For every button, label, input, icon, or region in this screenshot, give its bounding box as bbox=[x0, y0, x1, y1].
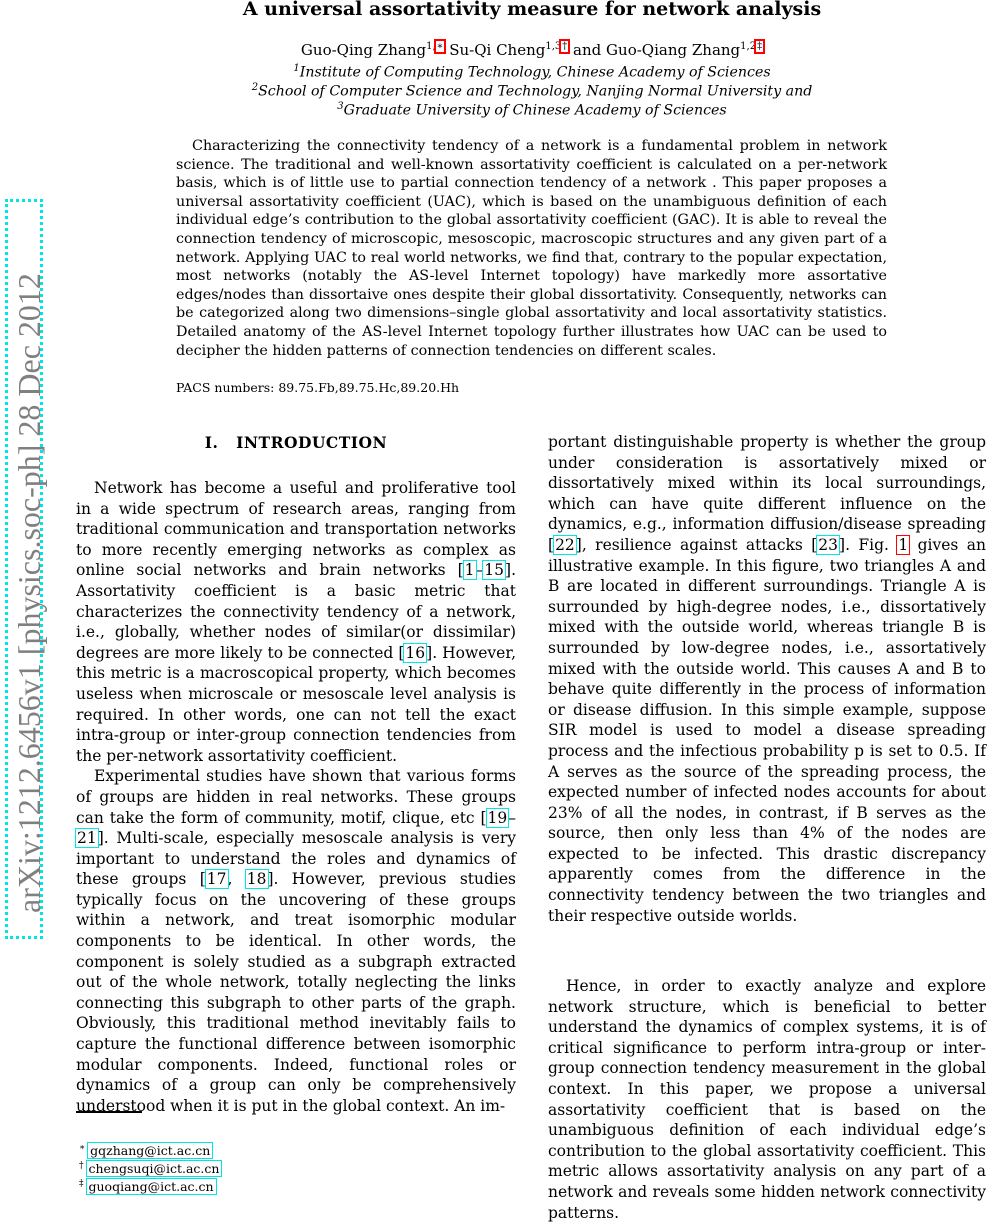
author-list bbox=[0, 41, 987, 59]
affiliation-text: Graduate University of Chinese Academy of Sciences bbox=[343, 102, 727, 119]
affiliation-sup: 2 bbox=[251, 82, 259, 93]
author-affil-sup: 1,3 bbox=[545, 41, 562, 52]
citation-link[interactable]: 17 bbox=[206, 870, 227, 889]
arxiv-identifier: arXiv:1212.6456v1 [physics.soc-ph] 28 Dec 2012 bbox=[11, 273, 47, 913]
paragraph bbox=[76, 478, 516, 766]
citation-link[interactable]: 22 bbox=[555, 535, 575, 554]
text-run: ]. However, this metric is a macroscopical property, which becomes useless when microscale or mesoscale level analysis is required. In other words, one can not tell the exact intra-group or inter-group connection tendencies from the per-network assortativity coefficient. bbox=[76, 643, 516, 765]
text-run: Experimental studies have shown that various forms of groups are hidden in real networks. These groups can take the form of community, motif, clique, etc [ bbox=[76, 767, 516, 827]
affiliation-text: School of Computer Science and Technology, Nanjing Normal University and bbox=[258, 83, 813, 100]
footnote-mark: ‡ bbox=[79, 1179, 84, 1189]
author-name: Guo-Qing Zhang bbox=[300, 41, 427, 59]
paragraph: Hence, in order to exactly analyze and explore network structure, which is beneficial to better understand the dynamics of complex systems, it is of critical significance to perform intra-group or inter-group connection tendency measurement in the global context. In this paper, we propose a universal assortativity coefficient that is based on the unambiguous definition of each individual edge’s contribution to the global assortativity coefficient. This metric allows assortativity analysis on any part of a network and reveals some hidden network connectivity patterns. bbox=[548, 977, 986, 1222]
author-affil-sup: 1, bbox=[426, 41, 436, 52]
footnote bbox=[79, 1143, 212, 1158]
text-run: ], resilience against attacks [ bbox=[575, 535, 818, 554]
citation-link[interactable]: 15 bbox=[484, 561, 505, 580]
footnote-mark: † bbox=[79, 1161, 84, 1171]
text-run: – bbox=[475, 561, 484, 580]
text-run: ]. Multi-scale, especially mesoscale analysis is very important to understand the roles and dynamics of these groups [ bbox=[76, 829, 516, 889]
email-link[interactable]: gqzhang@ict.ac.cn bbox=[90, 1143, 211, 1159]
author-affil-sup: 1,2 bbox=[740, 41, 757, 52]
figure-link[interactable]: 1 bbox=[898, 535, 909, 554]
affiliation-sup: 1 bbox=[293, 63, 300, 74]
footnote-mark: ∗ bbox=[79, 1143, 86, 1153]
text-run: , bbox=[227, 870, 246, 889]
citation-link[interactable]: 16 bbox=[405, 643, 426, 662]
footnote-link[interactable]: ‡ bbox=[757, 41, 763, 52]
text-run: portant distinguishable property is whether the group under consideration is assortatively mixed or dissortatively mixed within its local surroundings, which can have quite different influence on the dynamics, e.g., information diffusion/disease spreading [ bbox=[548, 433, 986, 554]
right-column-continued bbox=[548, 976, 986, 1223]
left-column bbox=[76, 478, 516, 1116]
author-name: Su-Qi Cheng bbox=[449, 41, 546, 59]
text-run: gives an illustrative example. In this figure, two triangles A and B are located in different surroundings. Triangle A is surrounded by high-degree nodes, i.e., dissortatively mixed with the outside world, whereas triangle B is surrounded by low-degree nodes, i.e., assortatively mixed with the outside world. This causes A and B to behave quite differently in the process of information or disease diffusion. In this simple example, suppose SIR model is used to model a disease spreading process and the infectious probability p is set to 0.5. If A serves as the source of the spreading process, the expected number of infected nodes accounts for about 23% of all the nodes, in contrast, if B serves as the source, then only less than 4% of the nodes are expected to be infected. This drastic discrepancy apparently comes from the difference in the connectivity tendency between the two triangles and their respective outside worlds. bbox=[548, 535, 987, 925]
affiliation bbox=[0, 63, 987, 81]
paragraph bbox=[76, 766, 516, 1116]
text-run: ]. Assortativity coefficient is a basic metric that characterizes the connectivity tendency of a network, i.e., globally, whether nodes of similar(or dissimilar) degrees are more likely to be connected [ bbox=[76, 561, 516, 662]
arxiv-sidebar bbox=[0, 0, 50, 1200]
and-word: and bbox=[573, 41, 602, 59]
section-number: I. bbox=[204, 433, 219, 452]
citation-link[interactable]: 23 bbox=[818, 535, 839, 554]
footnote-link[interactable]: ∗ bbox=[436, 41, 444, 52]
affiliation bbox=[0, 101, 987, 119]
paragraph bbox=[548, 432, 986, 926]
footnote-rule bbox=[76, 1111, 142, 1113]
text-run: ]. Fig. bbox=[839, 535, 898, 554]
email-link[interactable]: guoqiang@ict.ac.cn bbox=[88, 1179, 214, 1195]
affiliation-text: Institute of Computing Technology, Chinese Academy of Sciences bbox=[299, 64, 771, 81]
author-name: Guo-Qiang Zhang bbox=[606, 41, 741, 59]
footnote bbox=[79, 1179, 216, 1194]
right-column bbox=[548, 432, 986, 926]
affiliation-sup: 3 bbox=[337, 101, 344, 112]
abstract: Characterizing the connectivity tendency of a network is a fundamental problem in network science. The traditional and well-known assortativity coefficient is calculated on a per-network basis, which is of little use to partial connection tendency of a network . This paper proposes a universal assortativity coefficient (UAC), which is based on the unambiguous definition of each individual edge’s contribution to the global assortativity coefficient (GAC). It is able to reveal the connection tendency of microscopic, mesoscopic, macroscopic structures and any given part of a network. Applying UAC to real world networks, we find that, contrary to the popular expectation, most networks (notably the AS-level Internet topology) have markedly more assortative edges/nodes than dissortaive ones despite their global dissortativity. Consequently, networks can be categorized along two dimensions–single global assortativity and local assortativity statistics. Detailed anatomy of the AS-level Internet topology further illustrates how UAC can be used to decipher the hidden patterns of connection tendencies on different scales. bbox=[176, 138, 887, 359]
section-title: INTRODUCTION bbox=[236, 433, 388, 452]
section-heading bbox=[76, 433, 516, 452]
footnote bbox=[79, 1161, 221, 1176]
citation-link[interactable]: 18 bbox=[246, 870, 267, 889]
text-run: Network has become a useful and proliferative tool in a wide spectrum of research areas, ranging from traditional communication and transportation networks to more recently emerging networks as complex as online social networks and brain networks [ bbox=[76, 479, 516, 580]
citation-link[interactable]: 21 bbox=[77, 829, 97, 848]
text-run: ]. However, previous studies typically focus on the uncovering of these groups within a network, and treat isomorphic modular components to be identical. In other words, the component is solely studied as a subgraph extracted out of the whole network, totally neglecting the links connecting this subgraph to other parts of the graph. Obviously, this traditional method inevitably fails to capture the functional difference between isomorphic modular components. Indeed, functional roles or dynamics of a group can only be comprehensively understood when it is put in the global context. An im- bbox=[76, 870, 516, 1115]
pacs-numbers: PACS numbers: 89.75.Fb,89.75.Hc,89.20.Hh bbox=[176, 380, 460, 395]
affiliation bbox=[0, 82, 987, 100]
footnote-link[interactable]: † bbox=[562, 41, 568, 52]
paper-title: A universal assortativity measure for network analysis bbox=[242, 0, 822, 20]
text-run: – bbox=[508, 808, 516, 827]
citation-link[interactable]: 19 bbox=[487, 808, 508, 827]
citation-link[interactable]: 1 bbox=[464, 561, 475, 580]
email-link[interactable]: chengsuqi@ict.ac.cn bbox=[88, 1161, 220, 1177]
